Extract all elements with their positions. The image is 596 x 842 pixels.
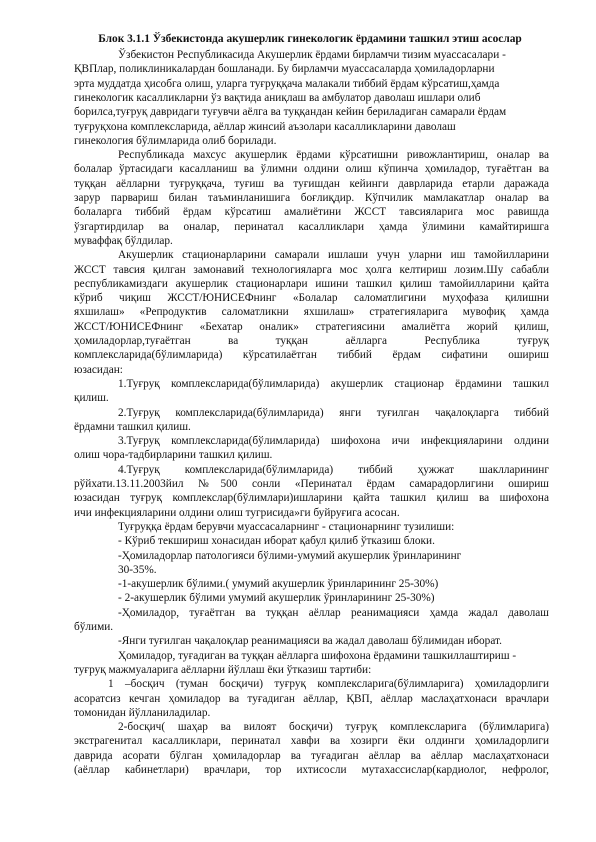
- text-line: ЖССТ тавсия қилган замонавий технологияларга мос ҳолга келтириш лозим.Шу сабабли: [74, 263, 549, 276]
- text-line: муваффақ бўлдилар.: [74, 234, 173, 247]
- text-line: ичи инфекцияларини олдини олиш тугрисида»ги буйруғига асосан.: [74, 506, 400, 519]
- text-line: рўйхати.13.11.2003йил №500 сонли «Перинатал ёрдам самарадорлигини ошириш: [74, 478, 549, 490]
- text-line: - 2-акушерлик бўлими умумий акушерлик ўринларининг 25-30%): [118, 592, 435, 605]
- text-line: томонидан йўлланиладилар.: [74, 706, 211, 719]
- text-line: 30-35%.: [118, 563, 157, 576]
- text-line: асоратсиз кечган ҳомиладор ва туғадиган аёллар, ҚВП, аёллар маслаҳатхонаси врачлари: [74, 692, 549, 705]
- text-line: 1.Туғруқ комплексларида(бўлимларида) акушерлик стационар ёрдамини ташкил: [118, 377, 549, 390]
- text-line: -Ҳомиладорлар патологияси бўлими-умумий акушерлик ўринларининг: [118, 549, 462, 562]
- text-line: 3.Туғруқ комплексларида(бўлимларида) шифохона ичи инфекцияларини олдини: [118, 435, 549, 448]
- text-line: эрта муддатда ҳисобга олиш, уларга туғруққача малакали тиббий ёрдам кўрсатиш,ҳамда: [74, 77, 500, 90]
- text-line: ёрдамни ташкил қилиш.: [74, 420, 191, 433]
- text-line: 1 –босқич (туман босқичи) туғруқ комплексларига(бўлимларига) ҳомиладорлиги: [108, 678, 549, 691]
- document-heading: Блок 3.1.1 Ўзбекистонда акушерлик гинекологик ёрдамини ташкил этиш асослар: [98, 33, 522, 45]
- text-line: яхшилаш» «Репродуктив саломатликни яхшилаш» стратегияларига мувофиқ ҳамда: [74, 306, 549, 319]
- text-line: болалар ўртасидаги касалланиш ва ўлимни олдини олиш кўпинча ҳомиладор, туғаётган ва: [74, 163, 549, 176]
- text-line: зарур парвариш билан таъминланишига боғлиқдир. Кўпчилик мамлакатлар оналар ва: [74, 192, 549, 204]
- text-line: республикамиздаги акушерлик стационарлари ишини ташкил қилиш тамойилларини қайта: [74, 277, 549, 290]
- text-line: кўриб чиқиш ЖССТ/ЮНИСЕФнинг «Болалар саломатлигини муҳофаза қилишни: [74, 292, 549, 305]
- text-line: -1-акушерлик бўлими.( умумий акушерлик ўринларининг 25-30%): [118, 578, 439, 591]
- text-line: туғруқ мажмуаларига аёлларни йўллаш ёки ўтказиш тартиби:: [74, 663, 372, 676]
- text-line: юзасидан:: [74, 363, 123, 376]
- text-line: ЖССТ/ЮНИСЕФнинг «Бехатар оналик» стратегиясини амалиётга жорий қилиш,: [74, 320, 549, 333]
- text-line: бўлими.: [74, 621, 114, 633]
- text-line: (аёллар кабинетлари) врачлари, тор ихтисосли мутахассислар(кардиолог, нефролог,: [74, 764, 549, 776]
- text-line: - Кўриб текшириш хонасидан иборат қабул қилиб ўтказиш блоки.: [118, 535, 435, 548]
- text-line: юзасидан туғруқ комплекслар(бўлимлари)ишларини қайта ташкил қилиш ва шифохона: [74, 492, 549, 505]
- text-line: Акушерлик стационарларини самарали ишлаши учун уларни иш тамойилларини: [118, 249, 549, 262]
- text-line: Туғруққа ёрдам берувчи муассасаларнинг - стационарнинг тузилиши:: [118, 520, 455, 533]
- text-line: ҚВПлар, поликлиникалардан бошланади. Бу бирламчи муассасаларда ҳомиладорларни: [74, 63, 495, 76]
- text-line: -Ҳомиладор, туғаётган ва туққан аёллар реанимацияси ҳамда жадал даволаш: [118, 606, 549, 619]
- text-line: қилиш.: [74, 392, 109, 405]
- text-line: болаларга тиббий ёрдам кўрсатиш амалиётини ЖССТ тавсияларига мос равишда: [74, 206, 549, 219]
- text-line: комплексларида(бўлимларида) кўрсатилаётган тиббий ёрдам сифатини ошириш: [74, 349, 549, 362]
- text-line: гинекологик касалликларни ўз вақтида аниқлаш ва амбулатор даволаш ишлари олиб: [74, 91, 481, 104]
- text-line: ўзгартирдилар ва оналар, перинатал касалликлари ҳамда ўлимини камайтиришга: [74, 220, 549, 233]
- text-line: туғруқхона комплексларида, аёллар жинсий аъзолари касалликларини даволаш: [74, 120, 456, 133]
- text-line: -Янги туғилган чақалоқлар реанимацияси ва жадал даволаш бўлимидан иборат.: [118, 635, 502, 648]
- text-line: Республикада махсус акушерлик ёрдами кўрсатишни ривожлантириш, оналар ва: [118, 149, 549, 162]
- text-line: гинекология бўлимларида олиб борилади.: [74, 134, 277, 147]
- text-line: 2.Туғруқ комплексларида(бўлимларида) янги туғилган чақалоқларга тиббий: [118, 406, 549, 419]
- text-line: ҳомиладорлар,туғаётган ва туққан аёлларга Республика туғруқ: [74, 335, 549, 347]
- text-line: Ўзбекистон Республикасида Акушерлик ёрдами бирламчи тизим муассасалари -: [118, 49, 506, 61]
- text-line: 4.Туғруқ комплексларида(бўлимларида) тиббий ҳужжат шаклларининг: [118, 463, 549, 476]
- text-line: 2-босқич( шаҳар ва вилоят босқичи) туғруқ комплексларига (бўлимларига): [118, 721, 549, 734]
- text-line: борилса,туғруқ давридаги туғувчи аёлга ва туққандан кейин бериладиган самарали ёрдам: [74, 106, 507, 119]
- text-line: туққан аёлларни туғруққача, туғиш ва туғишдан кейинги даврларида етарли даражада: [74, 177, 549, 190]
- text-line: олиш чора-тадбирларини ташкил қилиш.: [74, 449, 273, 462]
- text-line: экстрагенитал касалликлари, перинатал хавфи ва хозирги ёки олдинги ҳомиладорлиги: [74, 735, 549, 748]
- text-line: Ҳомиладор, туғадиган ва туққан аёлларга шифохона ёрдамини ташкиллаштириш -: [118, 649, 517, 662]
- text-line: даврида асорати бўлган ҳомиладорлар ва туғадиган аёллар ва аёллар маслаҳатхонаси: [74, 749, 549, 762]
